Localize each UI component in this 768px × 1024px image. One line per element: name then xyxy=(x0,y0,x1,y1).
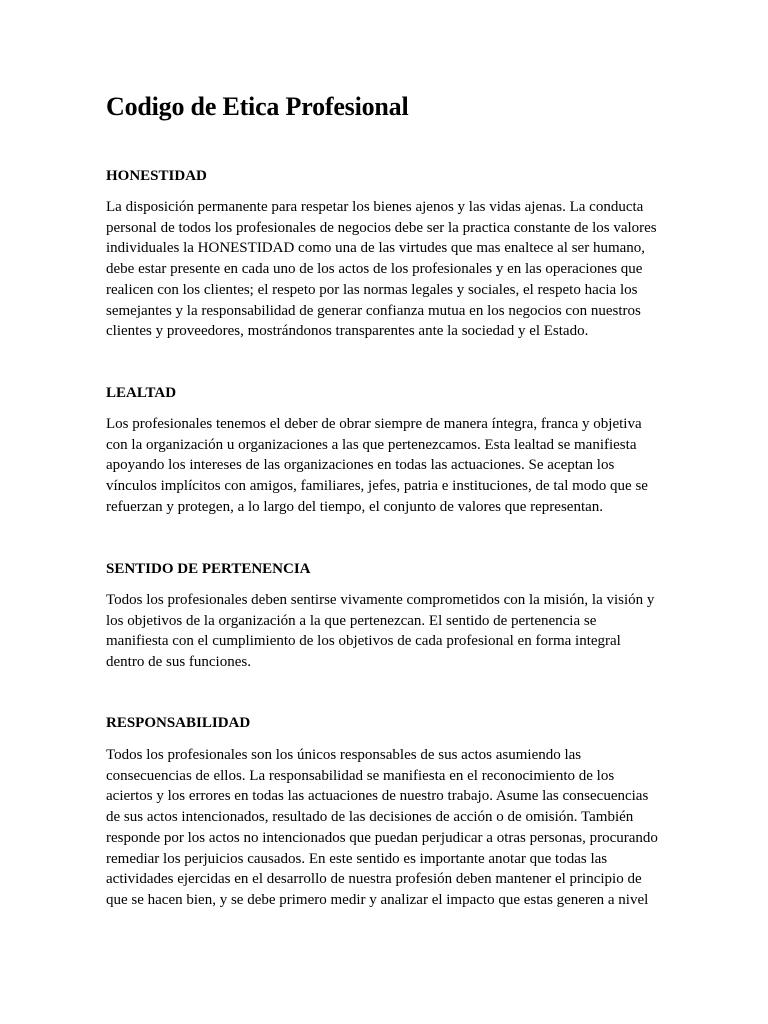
document-content xyxy=(106,90,662,908)
section-heading-lealtad: LEALTAD xyxy=(106,385,177,401)
section-body-responsabilidad: Todos los profesionales son los únicos responsables de sus actos asumiendo las consecuencias de ellos. La responsabilidad se manifiesta en el reconocimiento de los aciertos y los errores en todas las actuaciones de nuestro trabajo. Asume las consecuencias de sus actos intencionados, resultado de las decisiones de acción o de omisión. También responde por los actos no intencionados que puedan perjudicar a otras personas, procurando remediar los perjuicios causados. En este sentido es importante anotar que todas las actividades ejercidas en el desarrollo de nuestra profesión deben mantener el principio de que se hacen bien, y se debe primero medir y analizar el impacto que estas generen a nivel xyxy=(106,747,658,908)
section-body-honestidad: La disposición permanente para respetar los bienes ajenos y las vidas ajenas. La conducta personal de todos los profesionales de negocios debe ser la practica constante de los valores individuales la HONESTIDAD como una de las virtudes que mas enaltece al ser humano, debe estar presente en cada uno de los actos de los profesionales y en las operaciones que realicen con los clientes; el respeto por las normas legales y sociales, el respeto hacia los semejantes y la responsabilidad de generar confianza mutua en los negocios con nuestros clientes y proveedores, mostrándonos transparentes ante la sociedad y el Estado. xyxy=(106,199,657,340)
section-body-lealtad: Los profesionales tenemos el deber de obrar siempre de manera íntegra, franca y objetiva con la organización u organizaciones a las que pertenezcamos. Esta lealtad se manifiesta apoyando los intereses de las organizaciones en todas las actuaciones. Se aceptan los vínculos implícitos con amigos, familiares, jefes, patria e instituciones, de tal modo que se refuerzan y protegen, a lo largo del tiempo, el conjunto de valores que representan. xyxy=(106,416,648,515)
section-body-sentido-de-pertenencia: Todos los profesionales deben sentirse vivamente comprometidos con la misión, la visión y los objetivos de la organización a la que pertenezcan. El sentido de pertenencia se manifiesta con el cumplimiento de los objetivos de cada profesional en forma integral dentro de sus funciones. xyxy=(106,592,655,671)
section-heading-sentido-de-pertenencia: SENTIDO DE PERTENENCIA xyxy=(106,561,311,577)
section-heading-honestidad: HONESTIDAD xyxy=(106,168,207,184)
section-heading-responsabilidad: RESPONSABILIDAD xyxy=(106,715,251,731)
document-title: Codigo de Etica Profesional xyxy=(106,92,409,121)
